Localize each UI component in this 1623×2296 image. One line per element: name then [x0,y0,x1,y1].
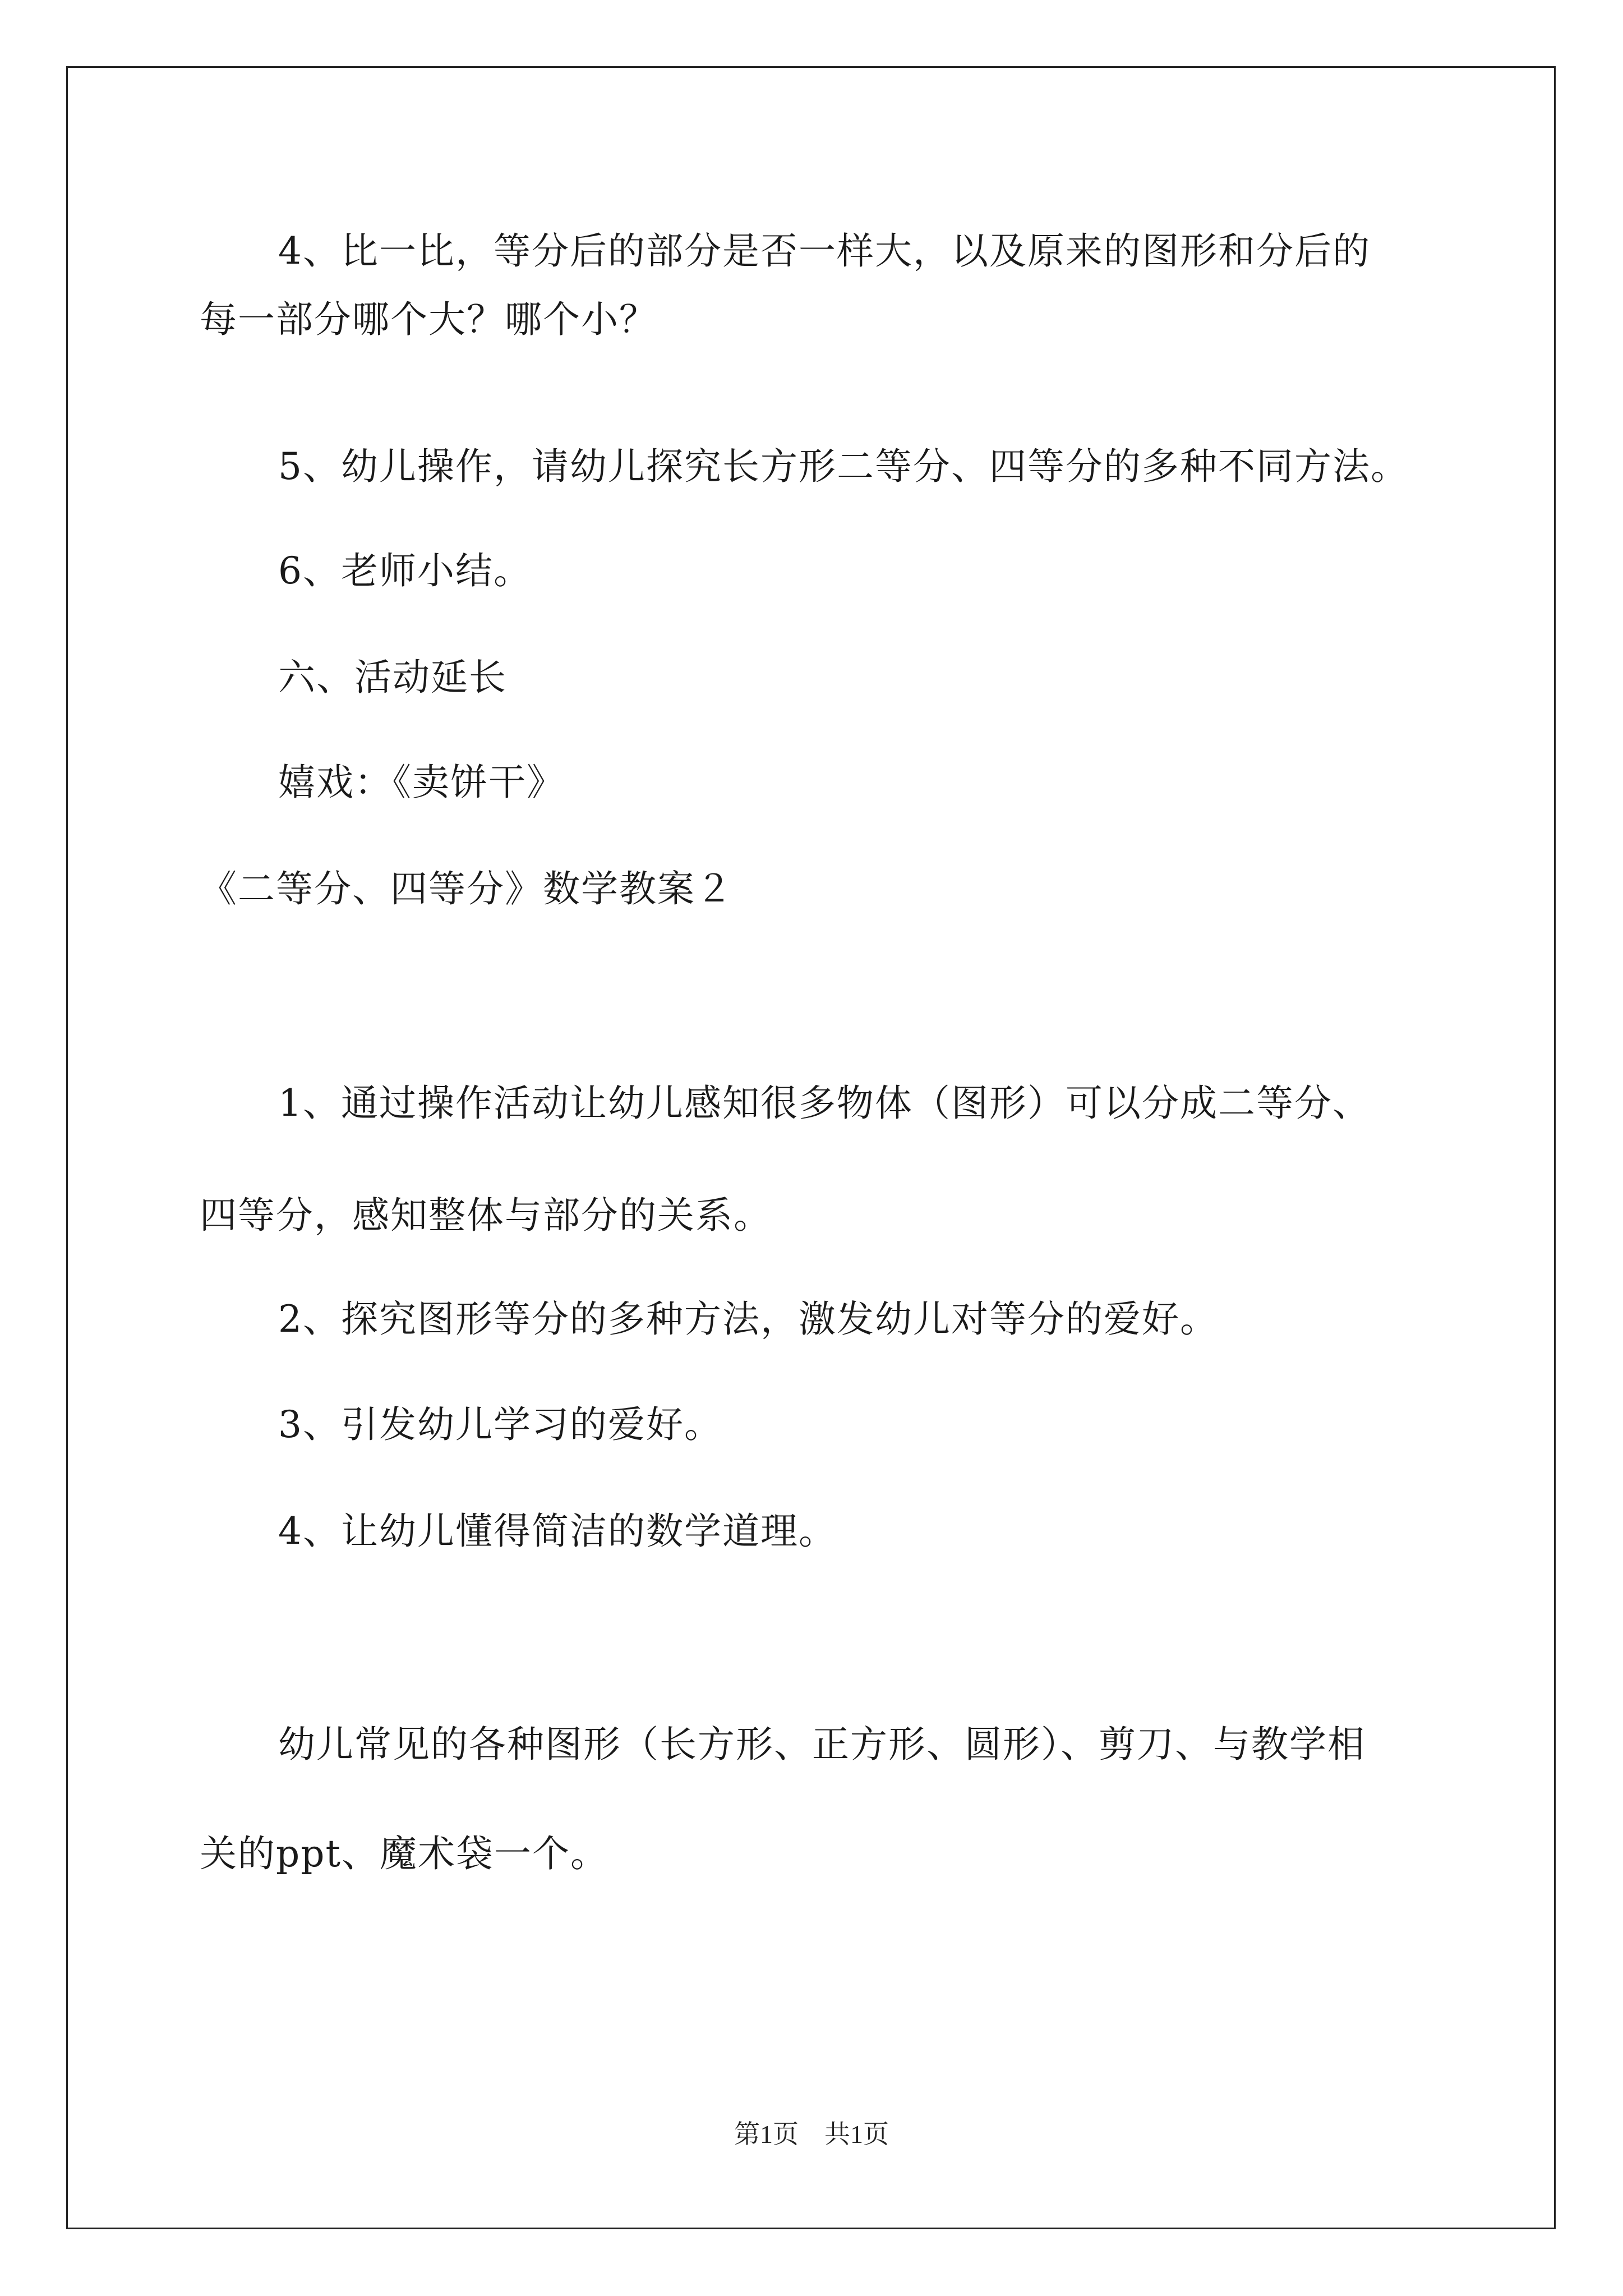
paragraph-line: 3、引发幼儿学习的爱好。 [278,1403,722,1446]
paragraph-line: 幼儿常见的各种图形（长方形、正方形、圆形）、剪刀、与教学相 [278,1723,1366,1766]
section-heading: 六、活动延长 [278,656,507,699]
paragraph-line: 5、幼儿操作，请幼儿探究长方形二等分、四等分的多种不同方法。 [278,445,1409,488]
paragraph-line: 4、让幼儿懂得简洁的数学道理。 [278,1510,837,1553]
paragraph-line: 关的ppt、魔术袋一个。 [200,1832,609,1875]
page-footer: 第1页 共1页 [734,2120,889,2148]
paragraph-line: 每一部分哪个大？哪个小？ [200,298,657,341]
paragraph-line: 2、探究图形等分的多种方法，激发幼儿对等分的爱好。 [278,1297,1218,1341]
paragraph-line: 4、比一比，等分后的部分是否一样大，以及原来的图形和分后的 [278,229,1371,273]
paragraph-line: 1、通过操作活动让幼儿感知很多物体（图形）可以分成二等分、 [278,1082,1371,1125]
paragraph-line: 嬉戏：《卖饼干》 [278,761,565,804]
paragraph-line: 6、老师小结。 [278,549,532,592]
paragraph-line: 四等分，感知整体与部分的关系。 [200,1194,772,1237]
page-border [66,66,1556,2229]
document-heading: 《二等分、四等分》数学教案２ [200,867,734,910]
